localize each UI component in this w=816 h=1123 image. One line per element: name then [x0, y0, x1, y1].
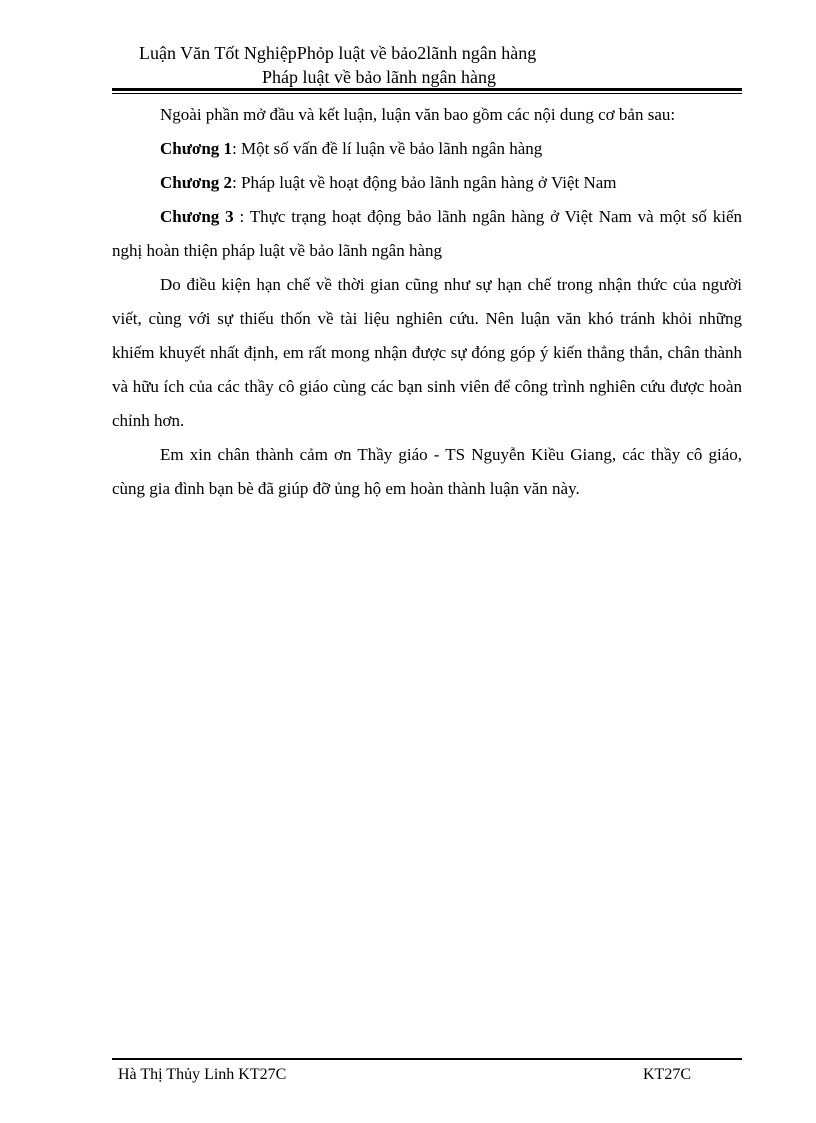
header-divider-thin	[112, 93, 742, 94]
chapter-2-item	[112, 166, 742, 200]
chapter-1-label: Chương 1	[160, 139, 233, 158]
header-title	[139, 40, 536, 66]
chapter-2-separator: :	[232, 173, 242, 192]
header-title-main: Luận Văn Tốt NghiệpPhỏp luật về bảo	[139, 43, 418, 63]
chapter-3-label: Chương 3	[160, 207, 234, 226]
chapter-2-text: Pháp luật về hoạt động bảo lãnh ngân hàng ở Việt Nam	[241, 173, 617, 192]
chapter-1-text: Một số vấn đề lí luận về bảo lãnh ngân hàng	[241, 139, 543, 158]
intro-paragraph: Ngoài phần mở đầu và kết luận, luận văn bao gồm các nội dung cơ bản sau:	[160, 105, 676, 124]
limitations-paragraph: Do điều kiện hạn chế về thời gian cũng như sự hạn chế trong nhận thức của người viết, cùng với sự thiếu thốn về tài liệu nghiên cứu. Nên luận văn khó tránh khỏi những khiếm khuyết nhất định, em rất mong nhận được sự đóng góp ý kiến thẳng thắn, chân thành và hữu ích của các thầy cô giáo cùng các bạn sinh viên để công trình nghiên cứu được hoàn chỉnh hơn.	[112, 275, 742, 430]
header-title-end: lãnh ngân hàng	[426, 43, 537, 63]
footer-divider	[112, 1058, 742, 1060]
chapter-3-text: Thực trạng hoạt động bảo lãnh ngân hàng ở Việt Nam và một số kiến nghị hoàn thiện pháp luật về bảo lãnh ngân hàng	[112, 207, 742, 260]
footer-class-code: KT27C	[643, 1066, 691, 1083]
footer-author: Hà Thị Thủy Linh KT27C	[118, 1066, 287, 1083]
chapter-2-label: Chương 2	[160, 173, 233, 192]
chapter-1-item	[112, 132, 742, 166]
chapter-1-separator: :	[232, 139, 242, 158]
page-header	[112, 40, 742, 92]
chapter-3-item	[112, 200, 742, 268]
header-subtitle: Pháp luật về bảo lãnh ngân hàng	[262, 67, 496, 87]
thanks-paragraph: Em xin chân thành cảm ơn Thầy giáo - TS Nguyễn Kiều Giang, các thầy cô giáo, cùng gia đình bạn bè đã giúp đỡ ủng hộ em hoàn thành luận văn này.	[112, 445, 742, 498]
document-body	[112, 98, 742, 506]
page-number: 2	[417, 43, 427, 63]
chapter-3-separator: :	[233, 207, 250, 226]
header-divider-thick	[112, 88, 742, 91]
